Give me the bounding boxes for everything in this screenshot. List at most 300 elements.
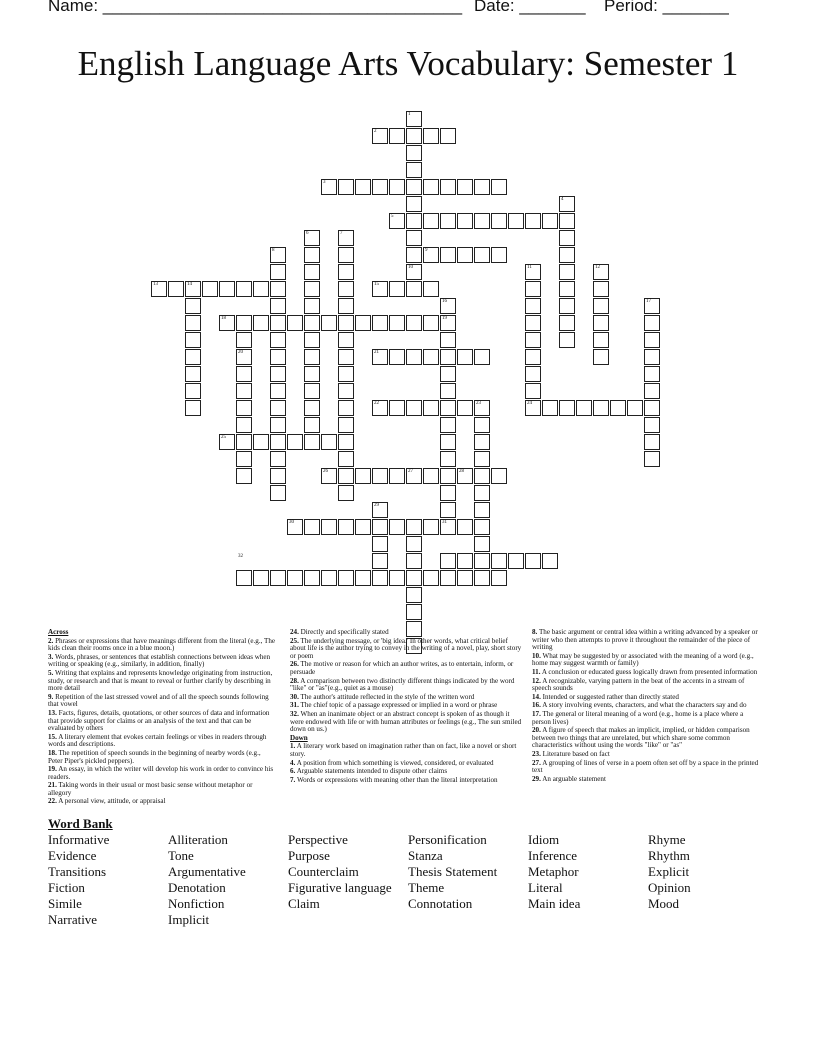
crossword-cell[interactable] [304,298,320,314]
clue-item [290,638,523,661]
crossword-cell[interactable] [270,383,286,399]
crossword-cell[interactable] [406,604,422,620]
crossword-cell[interactable] [304,315,320,331]
crossword-cell[interactable] [559,332,575,348]
crossword-cell[interactable] [236,400,252,416]
crossword-cell[interactable] [406,553,422,569]
crossword-cell[interactable] [474,570,490,586]
crossword-cell[interactable] [457,349,473,365]
crossword-cell[interactable] [304,349,320,365]
crossword-cell[interactable] [338,383,354,399]
crossword-cell[interactable] [474,213,490,229]
crossword-cell[interactable] [304,434,320,450]
crossword-cell[interactable] [457,400,473,416]
crossword-cell[interactable] [457,519,473,535]
clue-item [532,669,760,677]
crossword-cell[interactable] [236,332,252,348]
clue-text: The author's attitude reflected in the style of the written word [298,692,475,701]
crossword-cell[interactable] [644,451,660,467]
crossword-cell[interactable] [338,451,354,467]
crossword-cell[interactable] [270,315,286,331]
crossword-cell[interactable] [304,400,320,416]
crossword-cell[interactable] [644,400,660,416]
crossword-cell[interactable] [389,400,405,416]
word-bank-column [648,832,691,912]
crossword-cell[interactable] [406,281,422,297]
crossword-cell[interactable] [338,417,354,433]
crossword-cell[interactable] [559,315,575,331]
crossword-cell[interactable] [270,485,286,501]
clue-item [48,766,276,781]
crossword-cell[interactable] [644,417,660,433]
crossword-cell[interactable] [406,349,422,365]
clues-column-1 [48,629,276,807]
crossword-cell[interactable] [644,366,660,382]
crossword-cell[interactable] [355,179,371,195]
crossword-cell[interactable] [440,468,456,484]
clue-number: 21. [48,781,57,790]
crossword-cell[interactable] [525,366,541,382]
crossword-cell[interactable] [644,332,660,348]
crossword-cell[interactable] [576,400,592,416]
clues-column-3 [532,629,760,784]
crossword-cell[interactable] [338,281,354,297]
crossword-cell[interactable] [270,468,286,484]
clue-number: 10. [532,651,541,660]
crossword-cell[interactable] [338,264,354,280]
crossword-cell[interactable] [559,230,575,246]
crossword-cell[interactable] [440,485,456,501]
crossword-cell[interactable] [474,485,490,501]
crossword-cell[interactable] [440,417,456,433]
crossword-cell[interactable] [440,128,456,144]
crossword-cell[interactable] [423,128,439,144]
across-clue-list [48,638,276,806]
clue-number-label: 11 [527,265,532,270]
crossword-cell[interactable] [355,468,371,484]
clue-text: A recognizable, varying pattern in the beat of the accents in a stream of speech sounds [532,676,745,693]
clue-number-label: 1 [408,112,411,117]
crossword-cell[interactable] [542,553,558,569]
crossword-cell[interactable] [389,128,405,144]
crossword-cell[interactable] [406,196,422,212]
crossword-cell[interactable] [644,349,660,365]
crossword-cell[interactable] [389,315,405,331]
crossword-cell[interactable] [525,349,541,365]
crossword-cell[interactable] [644,315,660,331]
crossword-cell[interactable] [270,264,286,280]
crossword-cell[interactable] [491,570,507,586]
clue-item [532,760,760,775]
clue-text: Words or expressions with meaning other than the literal interpretation [295,775,498,784]
word-bank-column [528,832,580,912]
crossword-cell[interactable] [406,315,422,331]
clue-number-label: 7 [340,231,343,236]
crossword-cell[interactable] [423,468,439,484]
clue-text: A figure of speech that makes an implicit, implied, or hidden comparison between two things that are unrelated, but which share some common characteristics without using the words "like" or "as" [532,726,750,750]
crossword-cell[interactable] [304,264,320,280]
clue-number: 2. [48,636,54,645]
crossword-cell[interactable] [253,434,269,450]
crossword-cell[interactable] [644,434,660,450]
word-bank-column [48,832,109,928]
clue-number: 5. [48,668,54,677]
crossword-cell[interactable] [406,247,422,263]
clue-text: Repetition of the last stressed vowel and of all the speech sounds following that vowel [48,692,269,709]
crossword-cell[interactable] [287,434,303,450]
clue-number: 19. [48,765,57,774]
crossword-cell[interactable] [338,298,354,314]
crossword-cell[interactable] [474,179,490,195]
crossword-cell[interactable] [338,468,354,484]
crossword-cell[interactable] [491,213,507,229]
clue-number-label: 16 [442,299,447,304]
clue-item [532,678,760,693]
clue-number-label: 17 [646,299,651,304]
crossword-cell[interactable] [185,298,201,314]
crossword-cell[interactable] [236,366,252,382]
crossword-cell[interactable] [406,570,422,586]
crossword-cell[interactable] [423,570,439,586]
word-bank-word: Metaphor [528,864,579,879]
word-bank-word: Inference [528,848,578,863]
crossword-cell[interactable] [406,536,422,552]
crossword-cell[interactable] [202,281,218,297]
page-title: English Language Arts Vocabulary: Semester 1 [77,44,739,83]
crossword-cell[interactable] [321,570,337,586]
crossword-cell[interactable] [338,332,354,348]
crossword-cell[interactable] [610,400,626,416]
crossword-cell[interactable] [406,587,422,603]
crossword-cell[interactable] [474,553,490,569]
down-clue-list-cont [532,629,760,783]
crossword-cell[interactable] [457,179,473,195]
crossword-cell[interactable] [525,553,541,569]
crossword-cell[interactable] [236,468,252,484]
crossword-cell[interactable] [236,281,252,297]
crossword-cell[interactable] [185,349,201,365]
crossword-cell[interactable] [338,349,354,365]
crossword-cell[interactable] [338,519,354,535]
crossword-cell[interactable] [440,179,456,195]
crossword-cell[interactable] [406,400,422,416]
across-heading: Across [48,628,69,636]
crossword-cell[interactable] [406,230,422,246]
crossword-cell[interactable] [491,247,507,263]
crossword-cell[interactable] [168,281,184,297]
crossword-cell[interactable] [644,383,660,399]
clue-number-label: 28 [459,469,464,474]
crossword-cell[interactable] [593,349,609,365]
crossword-cell[interactable] [372,179,388,195]
crossword-cell[interactable] [270,434,286,450]
clue-number-label: 25 [221,435,226,440]
crossword-cell[interactable] [440,247,456,263]
crossword-cell[interactable] [270,570,286,586]
crossword-cell[interactable] [440,553,456,569]
clue-number: 16. [532,701,541,710]
clue-number-label: 24 [527,401,532,406]
crossword-cell[interactable] [423,179,439,195]
date-field: Date: _______ [474,0,586,15]
crossword-cell[interactable] [525,315,541,331]
crossword-cell[interactable] [423,349,439,365]
clue-item [48,694,276,709]
crossword-cell[interactable] [304,366,320,382]
crossword-cell[interactable] [236,315,252,331]
crossword-cell[interactable] [338,315,354,331]
crossword-cell[interactable] [338,485,354,501]
word-bank-word: Tone [168,848,194,863]
clue-item [532,653,760,668]
clue-number-label: 23 [476,401,481,406]
crossword-cell[interactable] [457,247,473,263]
word-bank-word: Opinion [648,880,691,895]
crossword-cell[interactable] [423,281,439,297]
crossword-cell[interactable] [338,400,354,416]
crossword-cell[interactable] [491,553,507,569]
crossword-cell[interactable] [491,468,507,484]
crossword-cell[interactable] [406,213,422,229]
clue-number: 24. [290,628,299,636]
clue-number-label: 19 [442,316,447,321]
crossword-cell[interactable] [440,434,456,450]
crossword-cell[interactable] [525,213,541,229]
crossword-cell[interactable] [236,417,252,433]
crossword-cell[interactable] [508,553,524,569]
clue-number: 26. [290,660,299,669]
across-clue-list-cont [290,629,523,734]
crossword-cell[interactable] [338,366,354,382]
word-bank-word: Mood [648,896,680,911]
crossword-cell[interactable] [304,383,320,399]
crossword-cell[interactable] [270,332,286,348]
crossword-cell[interactable] [474,519,490,535]
clue-item [290,777,523,785]
crossword-cell[interactable] [389,349,405,365]
word-bank-word: Rhythm [648,848,690,863]
clue-text: An essay, in which the writer will develop his work in order to convince his readers. [48,765,274,781]
crossword-cell[interactable] [185,400,201,416]
crossword-cell[interactable] [219,281,235,297]
crossword-cell[interactable] [525,332,541,348]
crossword-cell[interactable] [372,519,388,535]
clue-number-label: 18 [221,316,226,321]
crossword-cell[interactable] [338,570,354,586]
crossword-cell[interactable] [270,281,286,297]
crossword-cell[interactable] [423,400,439,416]
clue-item [48,670,276,693]
crossword-cell[interactable] [270,349,286,365]
crossword-cell[interactable] [525,298,541,314]
clue-number: 8. [532,628,538,636]
crossword-cell[interactable] [389,179,405,195]
crossword-cell[interactable] [270,366,286,382]
crossword-cell[interactable] [593,315,609,331]
crossword-cell[interactable] [287,570,303,586]
clue-number: 31. [290,701,299,710]
clue-number: 18. [48,748,57,757]
crossword-cell[interactable] [440,570,456,586]
crossword-cell[interactable] [270,400,286,416]
down-heading: Down [290,733,308,742]
crossword-cell[interactable] [185,383,201,399]
word-bank-title: Word Bank [48,816,113,831]
crossword-cell[interactable] [338,179,354,195]
crossword-cell[interactable] [304,247,320,263]
clue-text: A personal view, attitude, or appraisal [56,797,166,806]
word-bank-word: Claim [288,896,320,911]
crossword-cell[interactable] [542,213,558,229]
crossword-cell[interactable] [372,570,388,586]
crossword-cell[interactable] [440,502,456,518]
crossword-cell[interactable] [236,383,252,399]
word-bank-word: Figurative language [288,880,392,895]
clue-text: Literature based on fact [540,749,610,758]
clue-number: 25. [290,636,299,645]
crossword-cell[interactable] [406,519,422,535]
crossword-cell[interactable] [440,349,456,365]
crossword-cell[interactable] [304,281,320,297]
crossword-cell[interactable] [372,553,388,569]
crossword-cell[interactable] [440,400,456,416]
crossword-cell[interactable] [372,468,388,484]
clue-number: 17. [532,709,541,718]
clues-column-2 [290,629,523,785]
clue-number-label: 15 [374,282,379,287]
crossword-cell[interactable] [304,519,320,535]
crossword-cell[interactable] [236,451,252,467]
crossword-cell[interactable] [559,213,575,229]
crossword-cell[interactable] [474,434,490,450]
clue-text: Intended or suggested rather than directly stated [540,692,679,701]
crossword-cell[interactable] [559,298,575,314]
crossword-cell[interactable] [253,281,269,297]
word-bank-word: Narrative [48,912,98,927]
clue-number-label: 26 [323,469,328,474]
crossword-cell[interactable] [474,502,490,518]
crossword-cell[interactable] [542,400,558,416]
crossword-cell[interactable] [185,315,201,331]
crossword-cell[interactable] [627,400,643,416]
crossword-cell[interactable] [389,570,405,586]
crossword-cell[interactable] [355,519,371,535]
crossword-cell[interactable] [287,315,303,331]
crossword-cell[interactable] [423,213,439,229]
crossword-cell[interactable] [457,570,473,586]
clue-item [48,798,276,806]
crossword-cell[interactable] [338,434,354,450]
crossword-cell[interactable] [474,247,490,263]
crossword-cell[interactable] [406,145,422,161]
crossword-cell[interactable] [474,417,490,433]
crossword-cell[interactable] [304,332,320,348]
clue-number: 13. [48,708,57,717]
crossword-cell[interactable] [406,162,422,178]
crossword-cell[interactable] [457,213,473,229]
crossword-cell[interactable] [321,315,337,331]
crossword-cell[interactable] [559,264,575,280]
crossword-cell[interactable] [253,570,269,586]
crossword-cell[interactable] [440,213,456,229]
crossword-cell[interactable] [355,570,371,586]
crossword-cell[interactable] [185,366,201,382]
crossword-cell[interactable] [525,281,541,297]
crossword-cell[interactable] [321,519,337,535]
crossword-cell[interactable] [253,315,269,331]
crossword-cell[interactable] [406,179,422,195]
crossword-cell[interactable] [440,383,456,399]
clue-number-label: 4 [561,197,564,202]
crossword-cell[interactable] [559,400,575,416]
crossword-cell[interactable] [236,434,252,450]
clue-text: A literary work based on imagination rather than on fact, like a novel or short story. [290,742,517,758]
clue-text: A position from which something is viewed, considered, or evaluated [295,758,494,767]
crossword-cell[interactable] [236,570,252,586]
crossword-cell[interactable] [389,468,405,484]
crossword-cell[interactable] [270,298,286,314]
crossword-cell[interactable] [270,417,286,433]
crossword-cell[interactable] [559,281,575,297]
crossword-cell[interactable] [593,332,609,348]
word-bank-word: Connotation [408,896,473,911]
crossword-cell[interactable] [559,247,575,263]
name-field: Name: ______________________________________ [48,0,463,15]
crossword-cell[interactable] [491,179,507,195]
crossword-cell[interactable] [372,536,388,552]
clue-item [532,702,760,710]
crossword-cell[interactable] [474,349,490,365]
crossword-cell[interactable] [440,332,456,348]
crossword-cell[interactable] [423,315,439,331]
clue-text: An arguable statement [540,774,606,783]
crossword-cell[interactable] [389,281,405,297]
crossword-cell[interactable] [474,468,490,484]
crossword-cell[interactable] [304,570,320,586]
crossword-cell[interactable] [270,451,286,467]
crossword-cell[interactable] [440,366,456,382]
crossword-cell[interactable] [406,128,422,144]
clue-text: The motive or reason for which an author writes, as to entertain, inform, or persuade [290,660,514,676]
crossword-cell[interactable] [423,519,439,535]
crossword-cell[interactable] [474,451,490,467]
word-bank-word: Nonfiction [168,896,225,911]
crossword-cell[interactable] [457,553,473,569]
clue-text: Writing that explains and represents knowledge originating from instruction, study, or research and that is meant to reveal or further clarify by describing in more detail [48,668,273,693]
crossword-cell[interactable] [593,298,609,314]
crossword-cell[interactable] [593,400,609,416]
crossword-cell[interactable] [372,315,388,331]
crossword-cell[interactable] [389,519,405,535]
crossword-cell[interactable] [304,417,320,433]
clue-number: 9. [48,692,54,701]
clue-number-label: 20 [238,350,243,355]
crossword-cell[interactable] [593,281,609,297]
crossword-cell[interactable] [321,434,337,450]
word-bank-word: Main idea [528,896,581,911]
clue-item [532,751,760,759]
crossword-cell[interactable] [440,451,456,467]
clue-number-label: 29 [374,503,379,508]
crossword-cell[interactable] [474,536,490,552]
crossword-cell[interactable] [508,213,524,229]
crossword-cell[interactable] [338,247,354,263]
clue-number-label: 14 [187,282,192,287]
crossword-cell[interactable] [525,383,541,399]
period-field: Period: _______ [604,0,729,15]
crossword-cell[interactable] [185,332,201,348]
crossword-cell[interactable] [355,315,371,331]
